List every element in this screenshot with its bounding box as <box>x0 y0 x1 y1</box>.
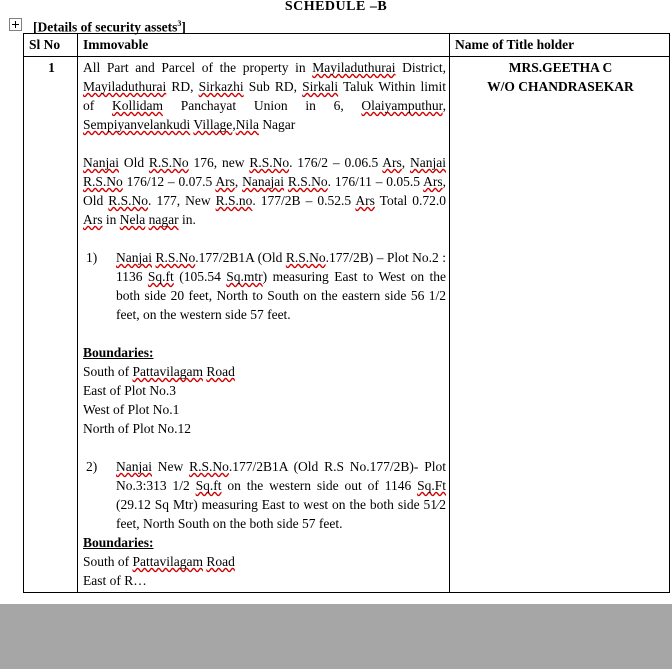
list-item-marker: 2) <box>86 459 98 474</box>
list-item-text: Nanjai New R.S.No.177/2B1A (Old R.S No.177/2B)- Plot No.3:313 1/2 Sq.ft on the western side out of 1146 Sq.Ft (29.12 Sq Mtr) measuring East to west on the both side 51⁄2 feet, North South on the both side 57 feet. <box>116 459 446 531</box>
title-holder-relation: W/O CHANDRASEKAR <box>487 79 634 94</box>
table-row <box>24 57 670 593</box>
list-item-marker: 1) <box>86 250 98 265</box>
list-item <box>83 248 446 324</box>
list-item <box>83 457 446 533</box>
cell-immovable-description <box>78 57 450 593</box>
details-heading <box>0 15 672 33</box>
boundary-south-2: South of Pattavilagam Road <box>83 554 235 569</box>
boundaries-label-2: Boundaries: <box>83 535 154 550</box>
header-sl-no: Sl No <box>24 34 78 57</box>
list-item-text: Nanjai R.S.No.177/2B1A (Old R.S.No.177/2B) – Plot No.2 : 1136 Sq.ft (105.54 Sq.mtr) measuring East to West on the both side 20 feet, North to South on the eastern side 56 1/2 feet, on the western side 57 feet. <box>116 250 447 322</box>
survey-numbers-text: Nanjai Old R.S.No 176, new R.S.No. 176/2 – 0.06.5 Ars, Nanjai R.S.No 176/12 – 0.07.5 Ars, Nanajai R.S.No. 176/11 – 0.05.5 Ars, Old R.S.No. 177, New R.S.no. 177/2B – 0.52.5 Ars Total 0.72.0 Ars in Nela nagar in. <box>83 155 447 227</box>
security-assets-table <box>23 33 670 593</box>
header-title-holder: Name of Title holder <box>450 34 670 57</box>
boundary-east-1: East of Plot No.3 <box>83 383 176 398</box>
property-location-text: All Part and Parcel of the property in Mayiladuthurai District, Mayiladuthurai RD, Sirkazhi Sub RD, Sirkali Taluk Within limit of Kollidam Panchayat Union in 6, Olaiyamputhur, Sempiyanvelankudi Village,Nila Nagar <box>83 60 446 132</box>
details-heading-superscript: 3 <box>177 19 182 28</box>
paragraph-spacer <box>83 324 446 343</box>
boundary-north-1: North of Plot No.12 <box>83 421 191 436</box>
details-heading-close: ] <box>181 19 186 35</box>
paragraph-spacer <box>83 229 446 248</box>
paragraph-spacer <box>83 438 446 457</box>
cell-sl-no: 1 <box>24 57 78 593</box>
details-heading-text: [Details of security assets <box>33 19 178 35</box>
window-bottom-bar <box>0 604 672 669</box>
cell-title-holder <box>450 57 670 593</box>
table-header-row <box>24 34 670 57</box>
survey-numbers-paragraph <box>83 153 446 229</box>
plot-list-2 <box>83 457 446 533</box>
boundary-west-1: West of Plot No.1 <box>83 402 180 417</box>
boundary-east-2: East of R… <box>83 573 147 588</box>
boundary-south-1: South of Pattavilagam Road <box>83 364 235 379</box>
plot-list-1 <box>83 248 446 324</box>
paragraph-spacer <box>83 134 446 153</box>
schedule-title: SCHEDULE –B <box>284 0 388 14</box>
table-move-handle-icon[interactable] <box>9 18 22 31</box>
header-immovable: Immovable <box>78 34 450 57</box>
title-holder-name: MRS.GEETHA C <box>508 60 613 75</box>
boundaries-label-1: Boundaries: <box>83 345 154 360</box>
property-location-paragraph <box>83 58 446 134</box>
